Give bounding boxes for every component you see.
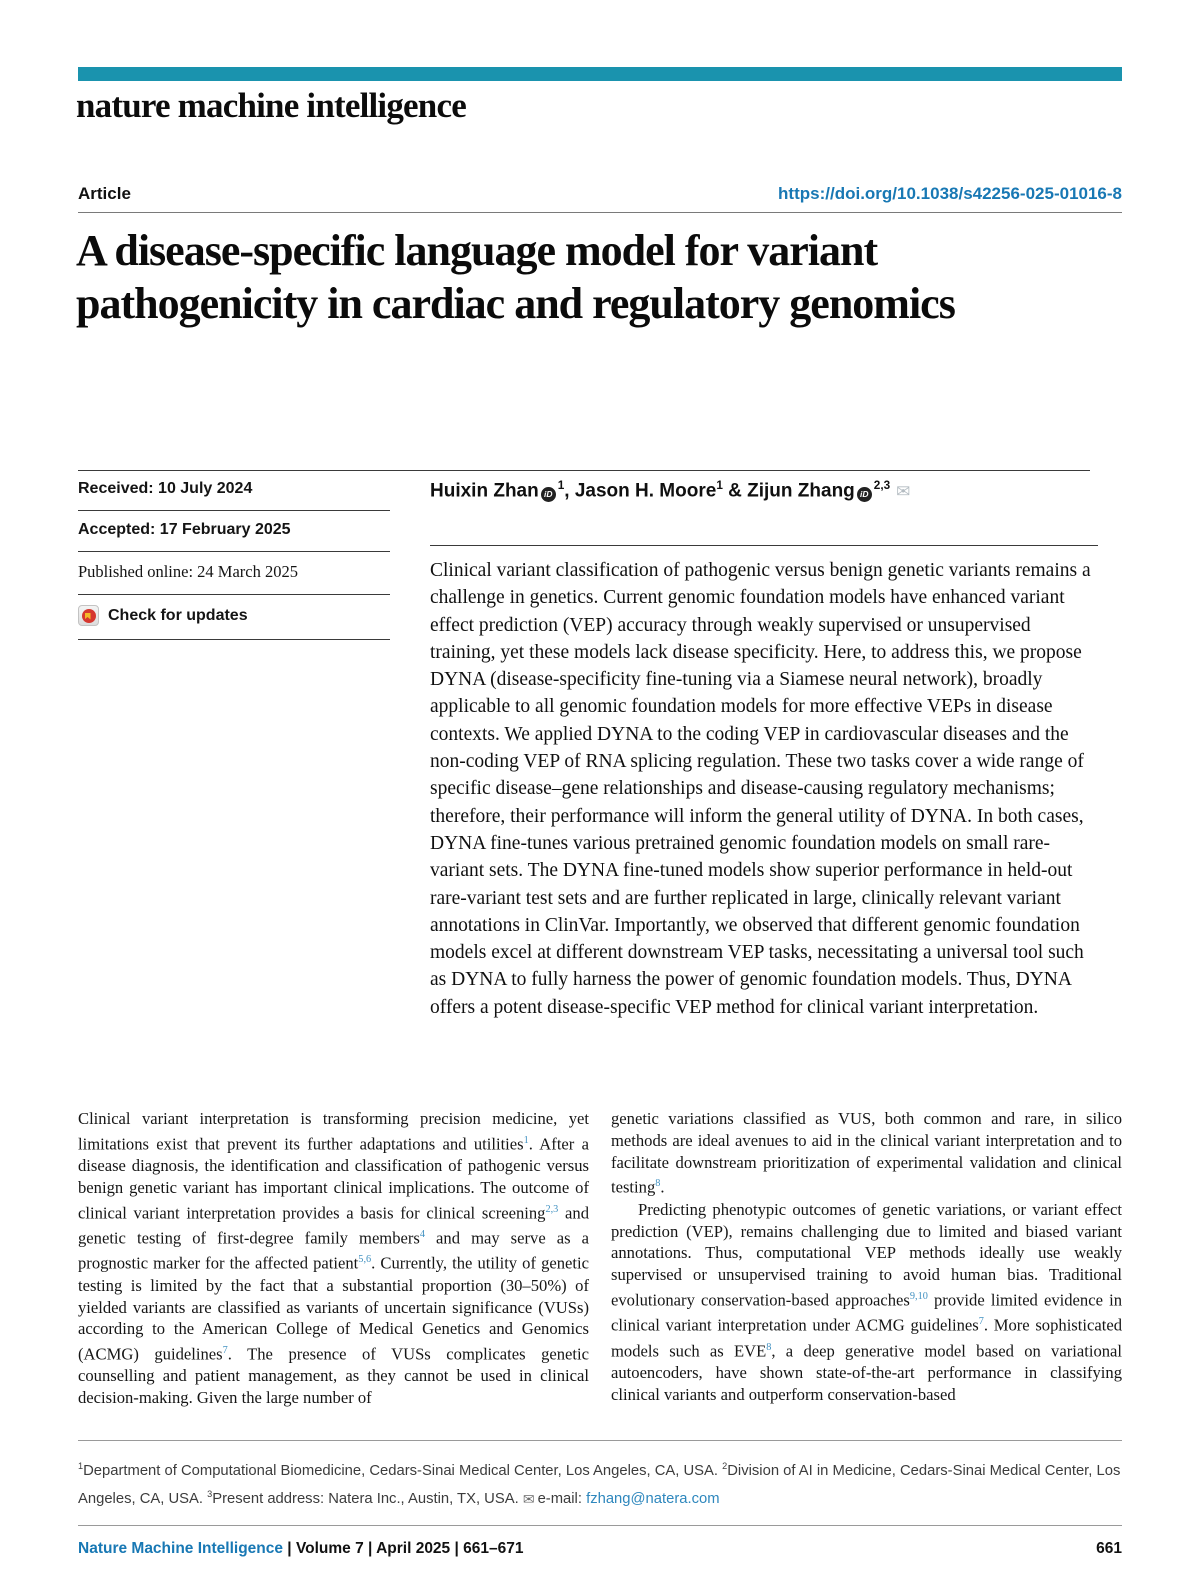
check-for-updates-label: Check for updates xyxy=(108,606,248,624)
article-meta-panel xyxy=(78,470,390,640)
reference-superscript: 2,3 xyxy=(873,479,891,492)
doi-link[interactable]: https://doi.org/10.1038/s42256-025-01016-8 xyxy=(778,184,1122,203)
affiliation-superscript: 3 xyxy=(207,1489,213,1500)
crossmark-icon xyxy=(78,605,99,626)
reference-superscript: 4 xyxy=(419,1229,425,1241)
body-column-right xyxy=(611,1108,1122,1405)
page-title: A disease-specific language model for variant pathogenicity in cardiac and regulatory genomics xyxy=(76,226,955,328)
reference-superscript: 1 xyxy=(523,1134,529,1146)
authors-line: Huixin Zhan iD$^1$, Jason H. Moore$^1$ & Zijun Zhang iD$^{2,3}$ ✉ xyxy=(430,479,911,502)
page-footer xyxy=(78,1540,1122,1558)
reference-superscript: 5,6 xyxy=(358,1254,372,1266)
orcid-icon[interactable]: iD xyxy=(541,487,556,502)
abstract-section xyxy=(430,545,1098,1021)
reference-superscript: 7 xyxy=(978,1316,984,1328)
footer-journal-link[interactable]: Nature Machine Intelligence xyxy=(78,1540,283,1557)
accepted-date: Accepted: 17 February 2025 xyxy=(78,510,390,551)
body-paragraph: genetic variations classified as VUS, both common and rare, in silico methods are ideal avenues to aid in the clinical variant interpretation and to facilitate downstream prioritization of experimental validation and clinical testing$^8$. xyxy=(611,1109,1122,1197)
orcid-icon[interactable]: iD xyxy=(857,487,872,502)
check-for-updates-button[interactable] xyxy=(78,594,390,640)
reference-superscript: 1 xyxy=(716,479,723,492)
reference-superscript: 1 xyxy=(557,479,565,492)
envelope-icon[interactable]: ✉ xyxy=(896,482,911,502)
affiliations-footnote: $^1$Department of Computational Biomedicine, Cedars-Sinai Medical Center, Los Angeles, CA, USA. $^2$Division of AI in Medicine, Cedars-Sinai Medical Center, Los Angeles, CA, USA. $^3$Present address: Natera Inc., Austin, TX, USA. ✉ e-mail: fzhang@natera.com xyxy=(78,1461,1121,1508)
footer-divider xyxy=(78,1525,1122,1526)
reference-superscript: 8 xyxy=(655,1178,661,1190)
footer-citation xyxy=(78,1540,523,1558)
received-date: Received: 10 July 2024 xyxy=(78,480,253,497)
reference-superscript: 8 xyxy=(766,1341,772,1353)
article-header-row xyxy=(78,184,1122,204)
journal-logo: nature machine intelligence xyxy=(76,86,466,125)
published-date: Published online: 24 March 2025 xyxy=(78,551,390,594)
authors-block xyxy=(430,479,1098,502)
envelope-icon[interactable]: ✉ xyxy=(522,1491,535,1508)
reference-superscript: 9,10 xyxy=(909,1290,928,1302)
page-number: 661 xyxy=(1096,1540,1122,1557)
abstract-text: Clinical variant classification of pathogenic versus benign genetic variants remains a challenge in genetics. Current genomic foundation models have enhanced variant effect prediction (VEP) accuracy through weakly supervised or unsupervised training, yet these models lack disease specificity. Here, to address this, we propose DYNA (disease-specificity fine-tuning via a Siamese neural network), broadly applicable to all genomic foundation models for more effective VEPs in disease contexts. We applied DYNA to the coding VEP in cardiovascular diseases and the non-coding VEP of RNA splicing regulation. These two tasks cover a wide range of specific disease–gene relationships and disease-causing regulatory mechanisms; therefore, their performance will inform the general utility of DYNA. In both cases, DYNA fine-tunes various pretrained genomic foundation models on small rare-variant sets. The DYNA fine-tuned models show superior performance in held-out rare-variant test sets and are further replicated in large, clinically relevant variant annotations in ClinVar. Importantly, we observed that different genomic foundation models excel at different downstream VEP tasks, necessitating a universal tool such as DYNA to fully harness the power of genomic foundation models. Thus, DYNA offers a potent disease-specific VEP method for clinical variant interpretation. xyxy=(430,560,1091,1018)
body-paragraph: Clinical variant interpretation is transforming precision medicine, yet limitations exist that prevent its further adaptations and utilities$^1$. After a disease diagnosis, the identification and classification of pathogenic versus benign genetic variant has important clinical implications. The outcome of clinical variant interpretation provides a basis for clinical screening$^{2,3}$ and genetic testing of first-degree family members$^4$ and may serve as a prognostic marker for the affected patient$^{5,6}$. Currently, the utility of genetic testing is limited by the fact that a substantial proportion (30–50%) of yielded variants are classified as variants of uncertain significance (VUSs) according to the American College of Medical Genetics and Genomics (ACMG) guidelines$^7$. The presence of VUSs complicates genetic counselling and patient management, as they cannot be used in clinical decision-making. Given the large number of xyxy=(78,1109,590,1408)
email-link[interactable]: fzhang@natera.com xyxy=(586,1491,720,1508)
header-divider xyxy=(78,212,1122,213)
reference-superscript: 7 xyxy=(222,1345,228,1357)
affiliation-superscript: 1 xyxy=(78,1461,84,1471)
body-column-left xyxy=(78,1108,589,1409)
affiliations-divider xyxy=(78,1440,1122,1441)
reference-superscript: 2,3 xyxy=(545,1203,559,1215)
footer-issue-info: | Volume 7 | April 2025 | 661–671 xyxy=(283,1540,524,1557)
brand-accent-bar xyxy=(78,67,1122,81)
affiliation-superscript: 2 xyxy=(722,1461,728,1471)
body-paragraph: Predicting phenotypic outcomes of genetic variations, or variant effect prediction (VEP), remains challenging due to limited and biased variant annotations. Thus, computational VEP methods ideally use weakly supervised or unsupervised training to avoid human bias. Traditional evolutionary conservation-based approaches$^{9,10}$ provide limited evidence in clinical variant interpretation under ACMG guidelines$^7$. More sophisticated models such as EVE$^8$, a deep generative model based on variational autoencoders, have shown state-of-the-art performance in classifying clinical variants and outperform conservation-based xyxy=(611,1199,1123,1404)
article-type-label: Article xyxy=(78,184,131,203)
